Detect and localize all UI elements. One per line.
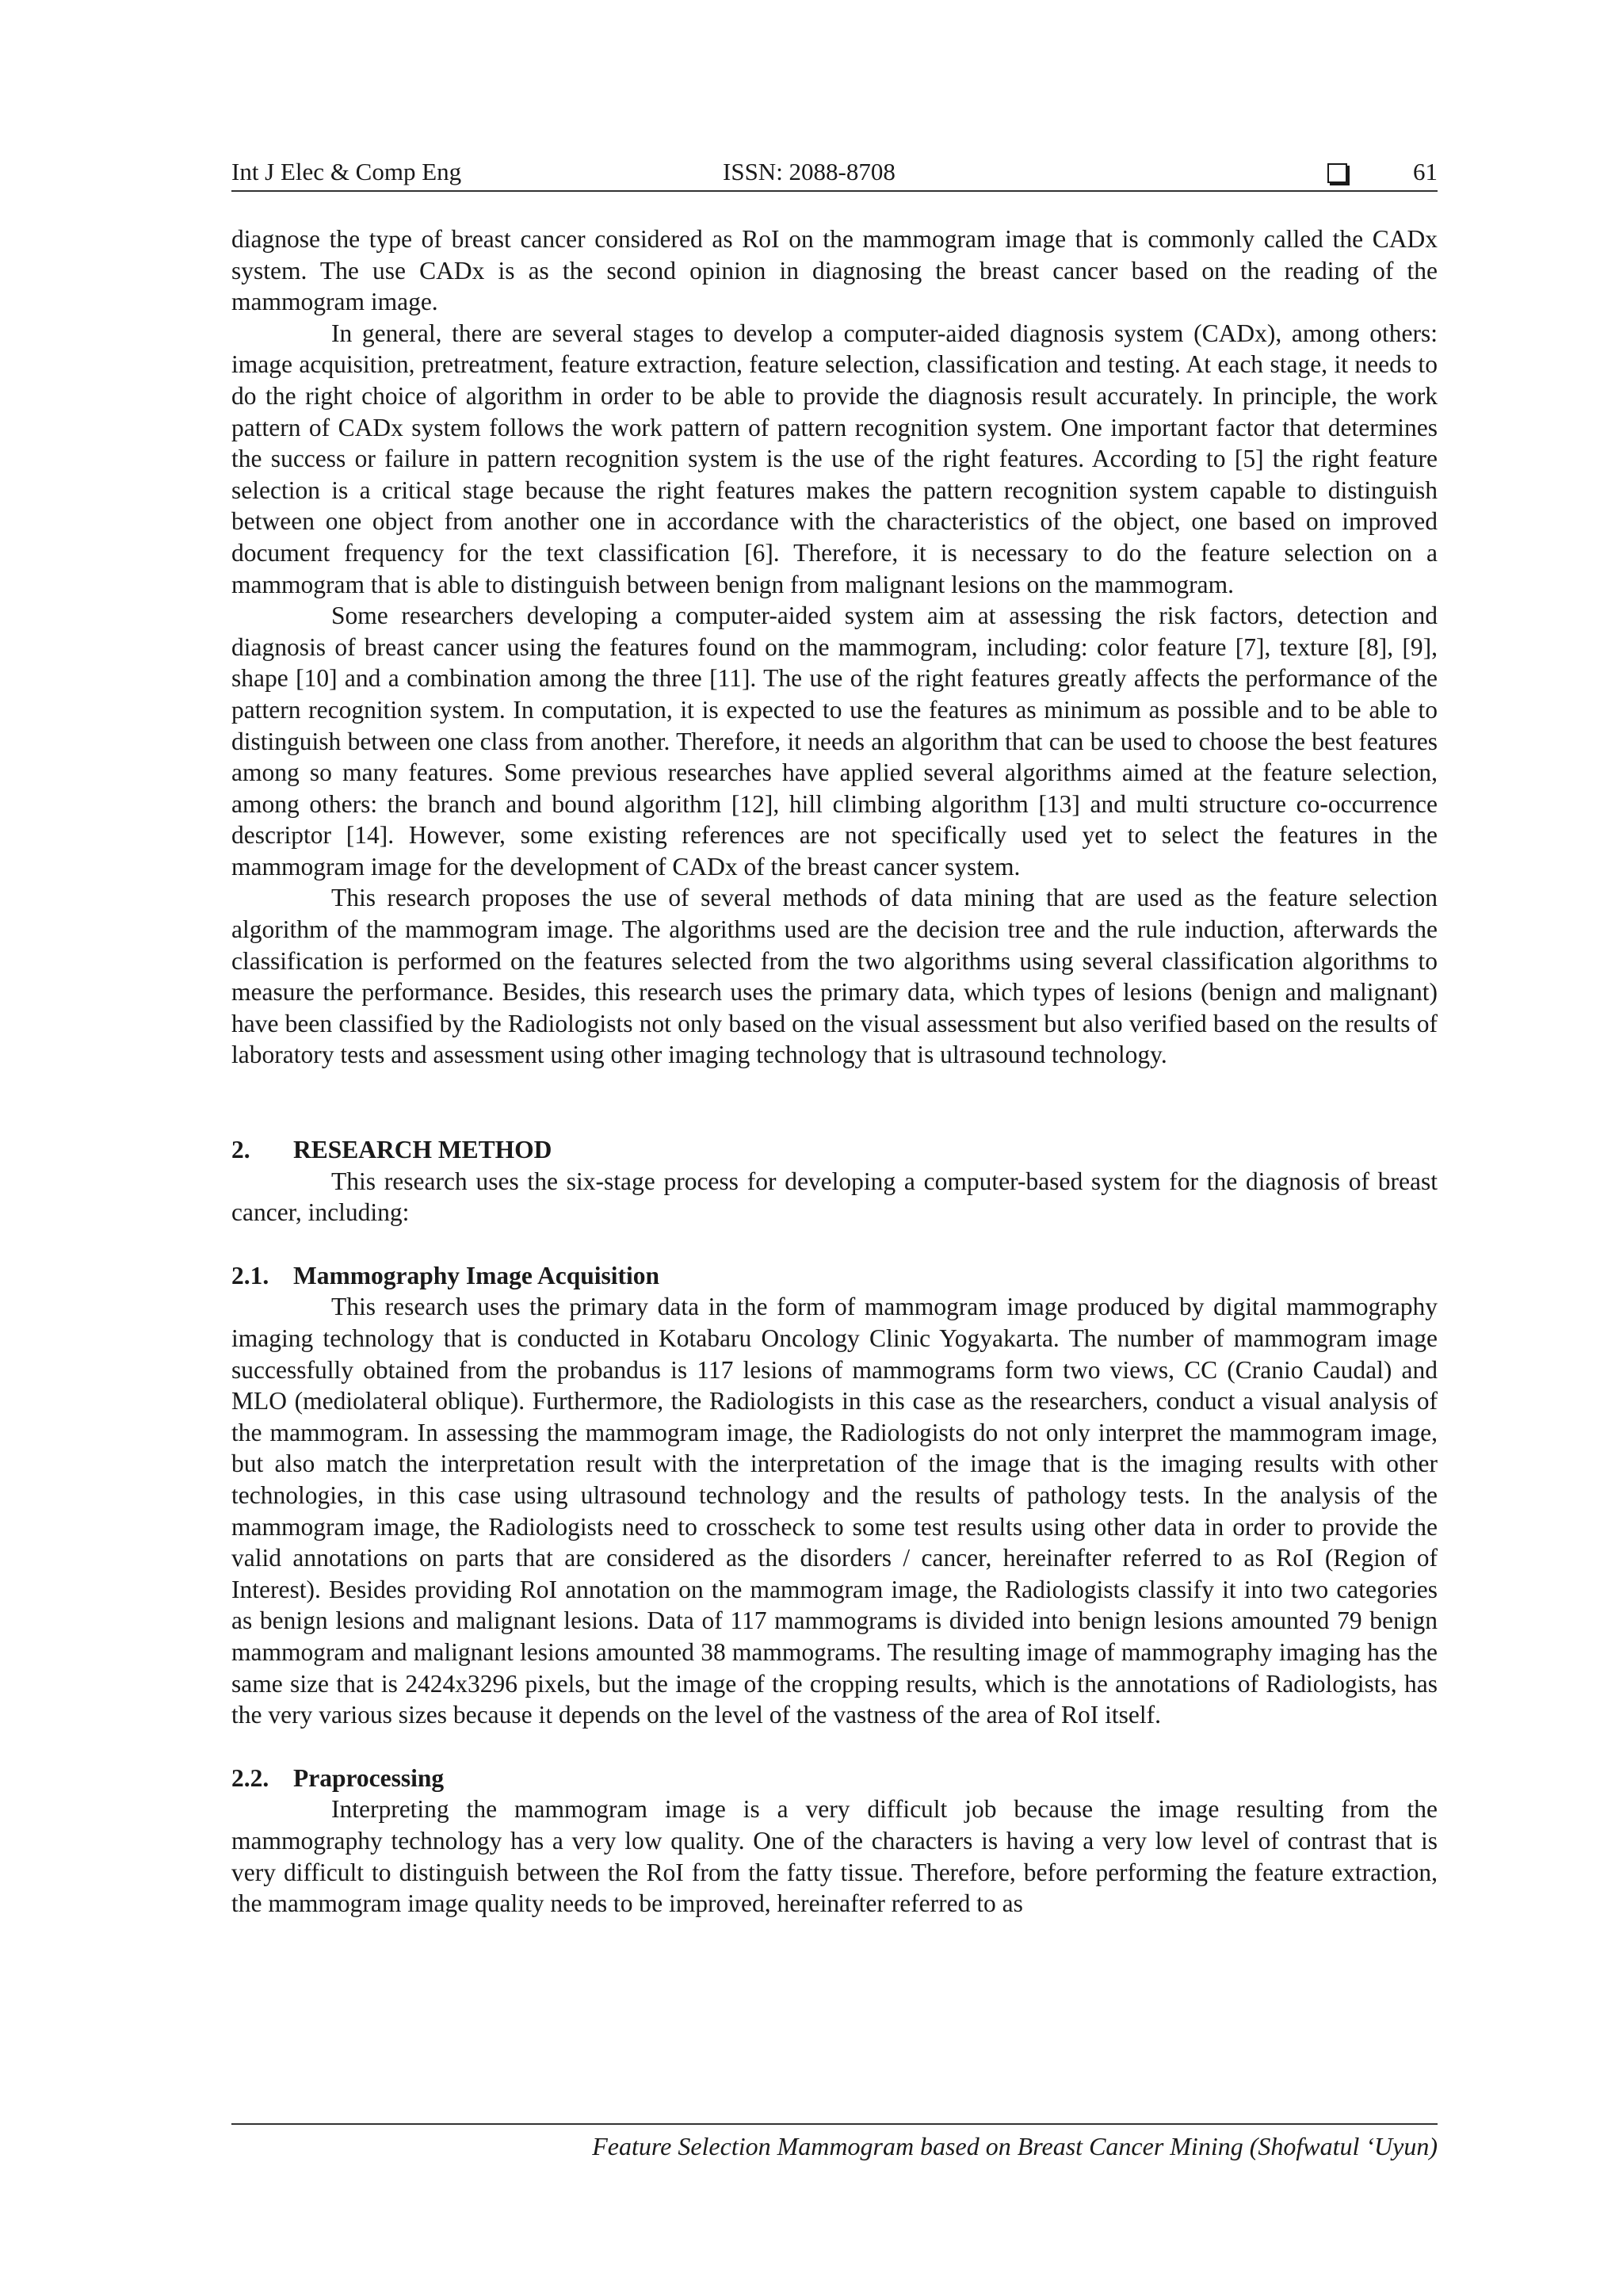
paragraph-7: Interpreting the mammogram image is a very difficult job because the image resulting from the mammography technology has a very low quality. One of the characters is having a very low level of contrast that is very difficult to distinguish between the RoI from the fatty tissue. Therefore, before performing the feature extraction, the mammogram image quality needs to be improved, hereinafter referred to as: [231, 1795, 1438, 1918]
subsection-number: 2.2.: [231, 1763, 269, 1792]
running-header: [231, 154, 1438, 190]
header-divider: [231, 190, 1438, 192]
paragraph-1: diagnose the type of breast cancer considered as RoI on the mammogram image that is commonly called the CADx system. The use CADx is as the second opinion in diagnosing the breast cancer based on the reading of the mammogram image.: [231, 225, 1438, 316]
journal-name: Int J Elec & Comp Eng: [231, 158, 462, 185]
section-heading-research-method: [231, 1134, 1438, 1166]
subsection-heading-image-acquisition: [231, 1260, 1438, 1292]
subsection-number: 2.1.: [231, 1261, 269, 1289]
subsection-title: Mammography Image Acquisition: [293, 1261, 660, 1289]
checkbox-square-icon: [1327, 163, 1347, 183]
page-number: 61: [1413, 158, 1438, 185]
issn-label: ISSN: 2088-8708: [723, 158, 896, 185]
footer-divider: [231, 2123, 1438, 2125]
subsection-title: Praprocessing: [293, 1763, 445, 1792]
section-number: 2.: [231, 1136, 250, 1164]
paragraph-4: This research proposes the use of several methods of data mining that are used as the feature selection algorithm of the mammogram image. The algorithms used are the decision tree and the rule induction, afterwards the classification is performed on the features selected from the two algorithms using several classification algorithms to measure the performance. Besides, this research uses the primary data, which types of lesions (benign and malignant) have been classified by the Radiologists not only based on the visual assessment but also verified based on the results of laboratory tests and assessment using other imaging technology that is ultrasound technology.: [231, 884, 1438, 1069]
section-title: RESEARCH METHOD: [293, 1136, 552, 1164]
body-text: [231, 223, 1438, 1920]
paragraph-5: This research uses the six-stage process for developing a computer-based system for the diagnosis of breast cancer, including:: [231, 1167, 1438, 1227]
running-footer: Feature Selection Mammogram based on Breast Cancer Mining (Shofwatul ‘Uyun): [592, 2132, 1438, 2160]
paragraph-6: This research uses the primary data in the form of mammogram image produced by digital mammography imaging technology that is conducted in Kotabaru Oncology Clinic Yogyakarta. The number of mammogram image successfully obtained from the probandus is 117 lesions of mammograms form two views, CC (Cranio Caudal) and MLO (mediolateral oblique). Furthermore, the Radiologists in this case as the researchers, conduct a visual analysis of the mammogram. In assessing the mammogram image, the Radiologists do not only interpret the mammogram image, but also match the interpretation result with the interpretation of the image that is the imaging results with other technologies, in this case using ultrasound technology and the results of pathology tests. In the analysis of the mammogram image, the Radiologists need to crosscheck to some test results using other data in order to provide the valid annotations on parts that are considered as the disorders / cancer, hereinafter referred to as RoI (Region of Interest). Besides providing RoI annotation on the mammogram image, the Radiologists classify it into two categories as benign lesions and malignant lesions. Data of 117 mammograms is divided into benign lesions amounted 79 benign mammogram and malignant lesions amounted 38 mammograms. The resulting image of mammography imaging has the same size that is 2424x3296 pixels, but the image of the cropping results, which is the annotations of Radiologists, has the very various sizes because it depends on the level of the vastness of the area of RoI itself.: [231, 1293, 1438, 1729]
paragraph-3: Some researchers developing a computer-aided system aim at assessing the risk factors, detection and diagnosis of breast cancer using the features found on the mammogram, including: color feature [7], texture [8], [9], shape [10] and a combination among the three [11]. The use of the right features greatly affects the performance of the pattern recognition system. In computation, it is expected to use the features as minimum as possible and to be able to distinguish between one class from another. Therefore, it needs an algorithm that can be used to choose the best features among so many features. Some previous researches have applied several algorithms aimed at the feature selection, among others: the branch and bound algorithm [12], hill climbing algorithm [13] and multi structure co-occurrence descriptor [14]. However, some existing references are not specifically used yet to select the features in the mammogram image for the development of CADx of the breast cancer system.: [231, 602, 1438, 881]
paragraph-2: In general, there are several stages to develop a computer-aided diagnosis system (CADx), among others: image acquisition, pretreatment, feature extraction, feature selection, classification and testing. At each stage, it needs to do the right choice of algorithm in order to be able to provide the diagnosis result accurately. In principle, the work pattern of CADx system follows the work pattern of pattern recognition system. One important factor that determines the success or failure in pattern recognition system is the use of the right features. According to [5] the right feature selection is a critical stage because the right features makes the pattern recognition system capable to distinguish between one object from another one in accordance with the characteristics of the object, one based on improved document frequency for the text classification [6]. Therefore, it is necessary to do the feature selection on a mammogram that is able to distinguish between benign from malignant lesions on the mammogram.: [231, 319, 1438, 598]
subsection-heading-praprocessing: [231, 1763, 1438, 1794]
